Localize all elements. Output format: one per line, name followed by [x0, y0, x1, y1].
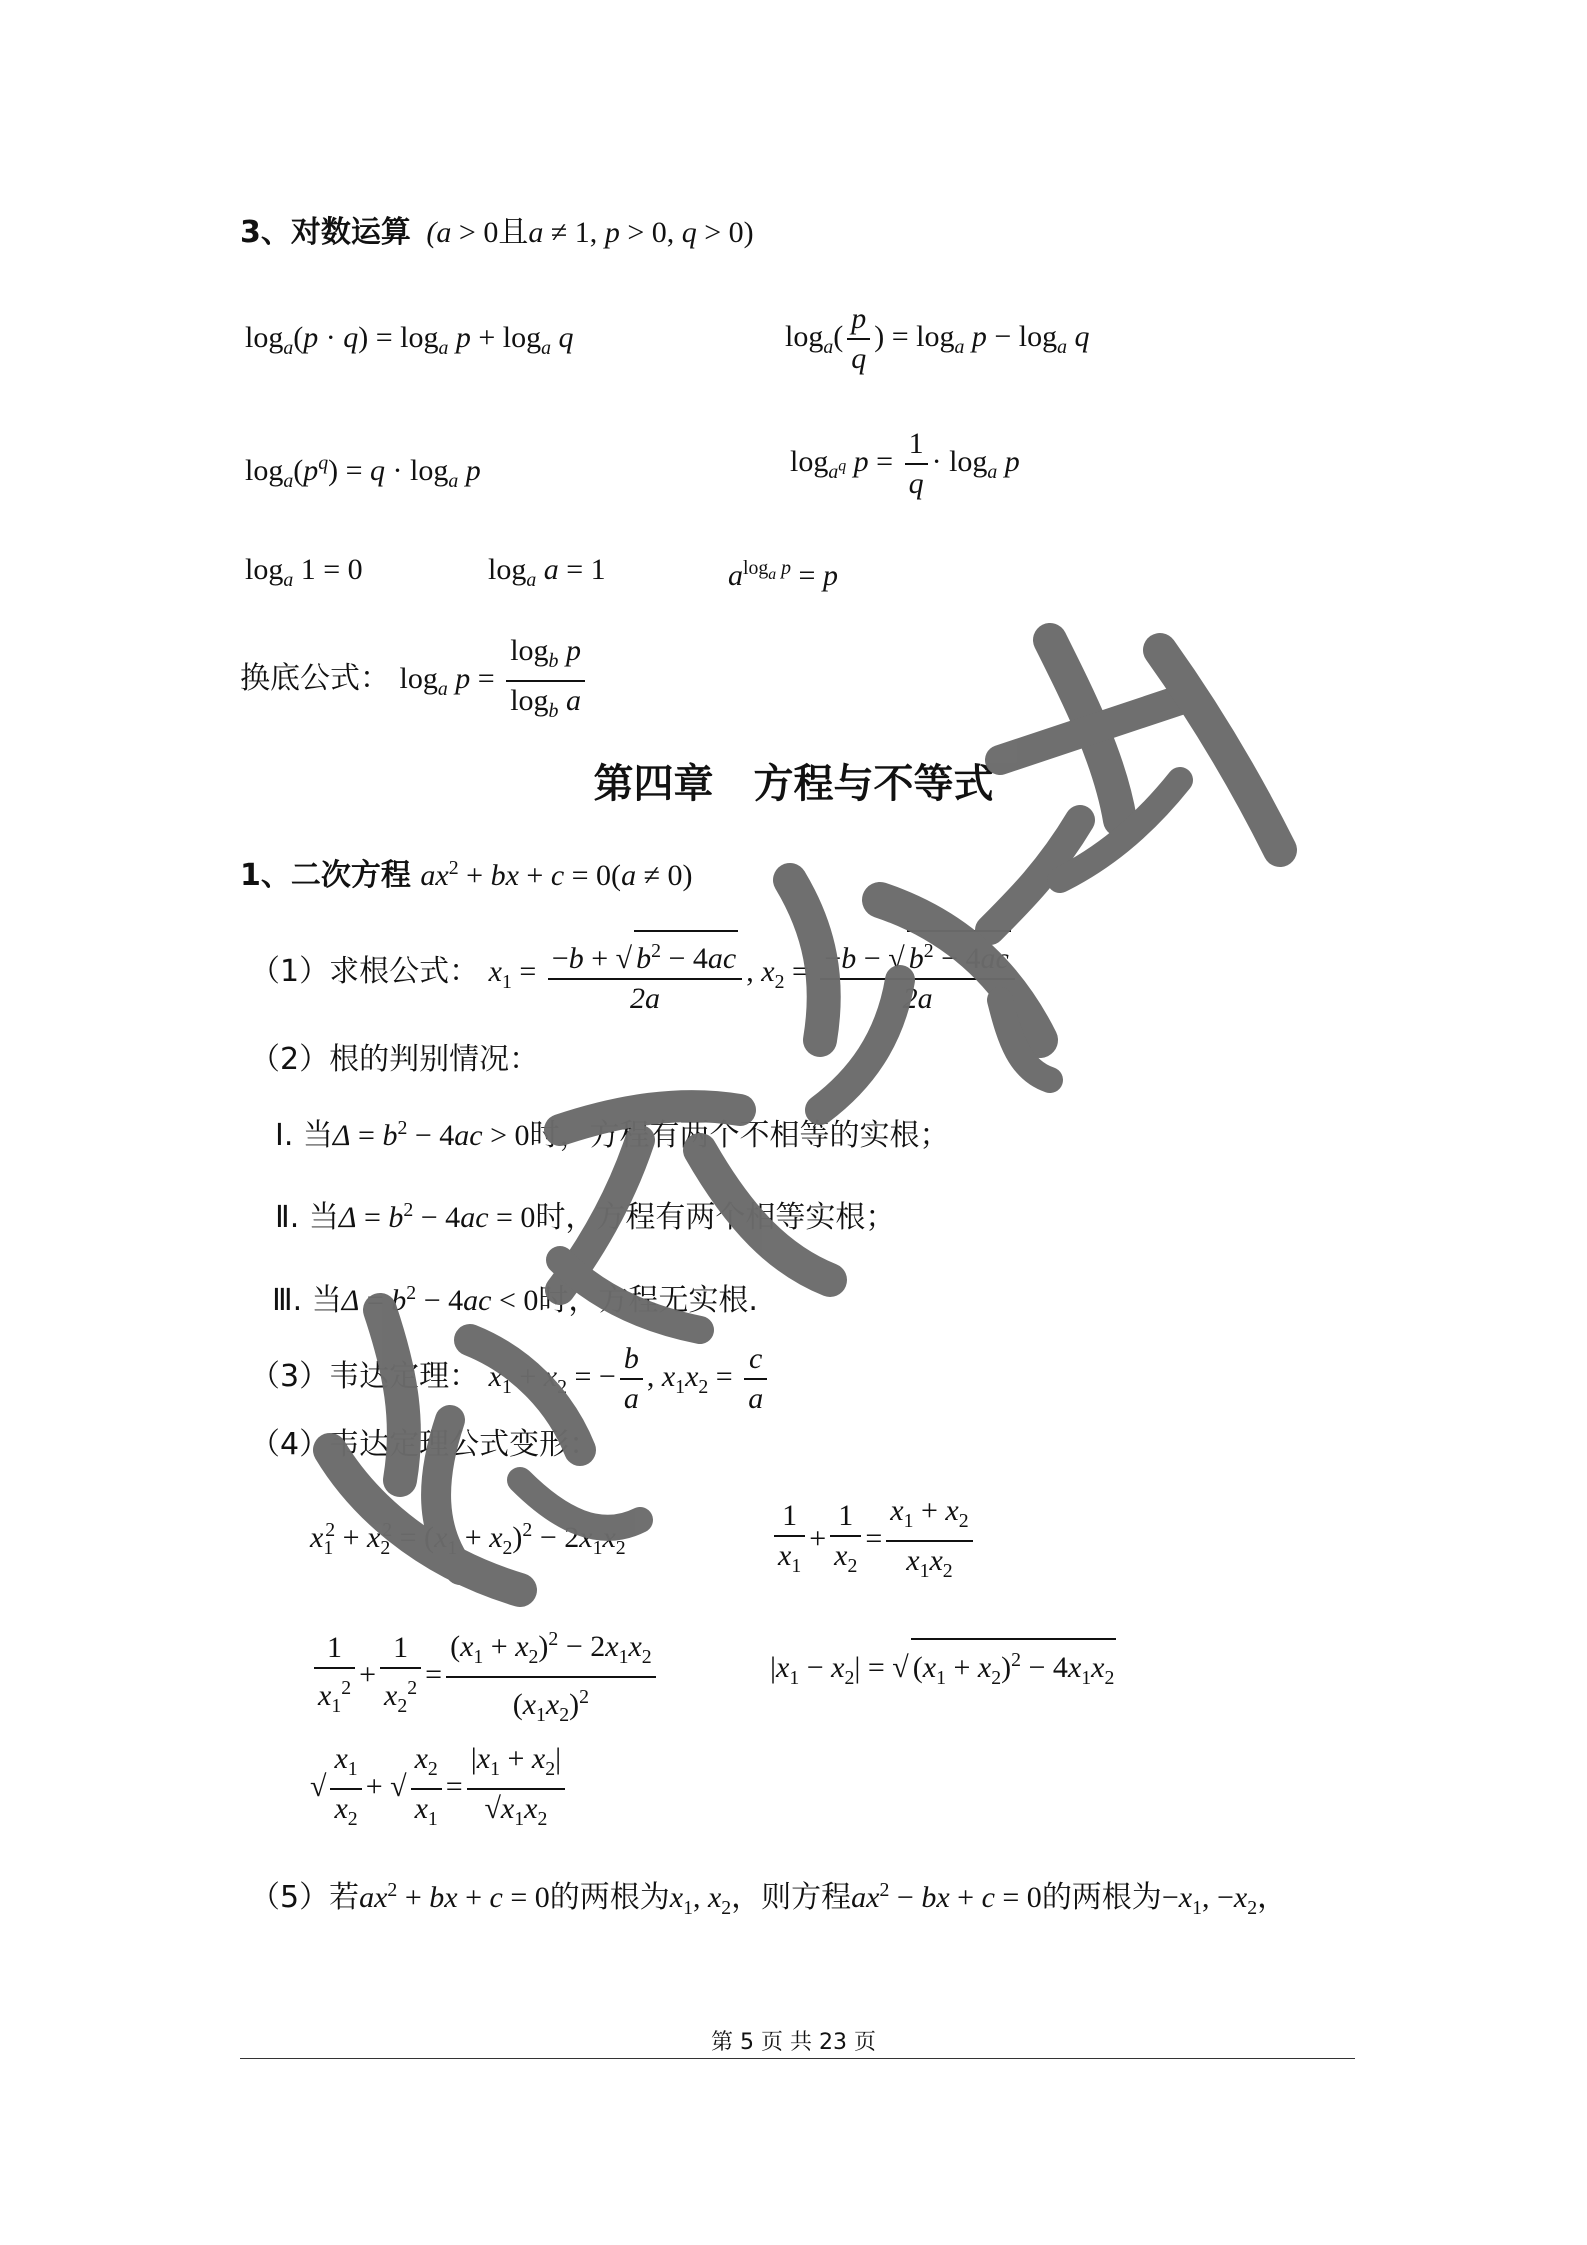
quadratic-equation: $ax^2$ + bx + c = 0(a ≠ 0)	[420, 857, 693, 892]
section-1-heading	[240, 848, 693, 896]
variant-sqrt-ratio: √ $\frac{x_1}{x_2}$ + √ $\frac{x_2}{x_1}$ = $\frac{|x_1 + x_2|}{√x_1x_2}$	[310, 1740, 569, 1838]
case-3-suffix: 时，方程无实根.	[538, 1283, 758, 1318]
vieta-theorem: （3）韦达定理： $x_1 + x_2$ = − $\frac{b}{a}$ , $x_1x_2$ = $\frac{c}{a}$	[250, 1340, 771, 1418]
case-3: Ⅲ. 当$\Delta = b^2 - 4ac < 0$时，方程无实根.	[272, 1282, 758, 1318]
variant-sum-reciprocals: $\frac{1}{x_1}$ + $\frac{1}{x_2}$ = $\frac{x_1 + x_2}{x_1x_2}$	[770, 1492, 977, 1590]
item-5-end: ，	[1257, 1880, 1288, 1915]
formula-log-power: $\log_a(p^q) = q \cdot \log_a p$	[245, 452, 481, 492]
item-5-prefix: （5）若	[250, 1880, 360, 1915]
case-2-prefix: Ⅱ. 当	[275, 1200, 339, 1235]
vieta-variants-label: （4）韦达定理公式变形：	[250, 1427, 600, 1462]
chapter-title: 第四章 方程与不等式	[593, 761, 994, 807]
root-formula: （1）求根公式： $x_1$ = $\frac{-b + √ b^2 - 4ac}{2a}$ , $x_2$ = $\frac{-b - √ b^2 - 4ac}{2a}$	[250, 930, 1019, 1018]
root-formula-label: （1）求根公式：	[250, 953, 480, 989]
change-of-base-label: 换底公式：	[240, 660, 390, 696]
change-of-base: 换底公式： $\log_a p$ = $\frac{\log_b p}{\log_b a}$	[240, 632, 589, 730]
section-1-heading-text: 1、二次方程	[240, 858, 411, 893]
case-1: Ⅰ. 当$\Delta = b^2 - 4ac > 0$时，方程有两个不相等的实根；	[275, 1117, 950, 1153]
formula-exp-log: $a^{log_a p} = p$	[728, 557, 838, 592]
section-3-heading	[240, 213, 754, 253]
variant-abs-difference: $|x_1 - x_2|$ = √ $(x_1 + x_2)^2 - 4x_1x_2$	[770, 1638, 1116, 1698]
item-5-mid-2: ，则方程	[731, 1880, 852, 1915]
vieta-label: （3）韦达定理：	[250, 1358, 480, 1394]
item-5-mid-3: 的两根为	[1041, 1880, 1162, 1915]
formula-log-product: $\log_a(p \cdot q) = \log_a p + \log_a q$	[245, 321, 574, 359]
case-3-prefix: Ⅲ. 当	[272, 1283, 342, 1318]
item-5: （5）若$ax^2$ + bx + c = 0的两根为$x_1$, $x_2$，则方程$ax^2$ − bx + c = 0的两根为$-x_1$, $-x_2$，	[250, 1879, 1288, 1919]
formula-log-quotient: $\log_a$( $\frac{p}{q}$ ) = $\log_a p - \log_a q$	[785, 302, 1090, 375]
case-1-prefix: Ⅰ. 当	[275, 1118, 333, 1153]
case-2-suffix: 时，方程有两个相等实根；	[535, 1200, 896, 1235]
formula-log-self: $\log_a a = 1$	[488, 553, 606, 591]
variant-sum-squares: $x_1^2 + x_2^2 = (x_1 + x_2)^2 - 2x_1x_2$	[310, 1519, 626, 1559]
formula-log-base-power: $\log_{a^q} p$ = $\frac{1}{q}$ · $\log_a p$	[790, 427, 1020, 500]
page-footer: 第 5 页 共 23 页	[711, 2030, 876, 2055]
formula-log-one: $\log_a 1 = 0$	[245, 553, 363, 591]
case-2: Ⅱ. 当$\Delta = b^2 - 4ac = 0$时，方程有两个相等实根；	[275, 1199, 896, 1235]
variant-sum-reciprocal-squares: $\frac{1}{x_1^2}$ + $\frac{1}{x_2^2}$ = $\frac{(x_1 + x_2)^2 - 2x_1x_2}{(x_1x_2)^2}$	[310, 1620, 660, 1734]
section-3-condition: (a > 0且a ≠ 1, p > 0, q > 0)	[426, 215, 754, 250]
item-5-mid-1: 的两根为	[549, 1880, 670, 1915]
discriminant-label: （2）根的判别情况：	[250, 1042, 540, 1077]
case-1-suffix: 时，方程有两个不相等的实根；	[529, 1118, 950, 1153]
section-3-heading-text: 3、对数运算	[240, 215, 411, 250]
footer-divider	[240, 2058, 1355, 2059]
